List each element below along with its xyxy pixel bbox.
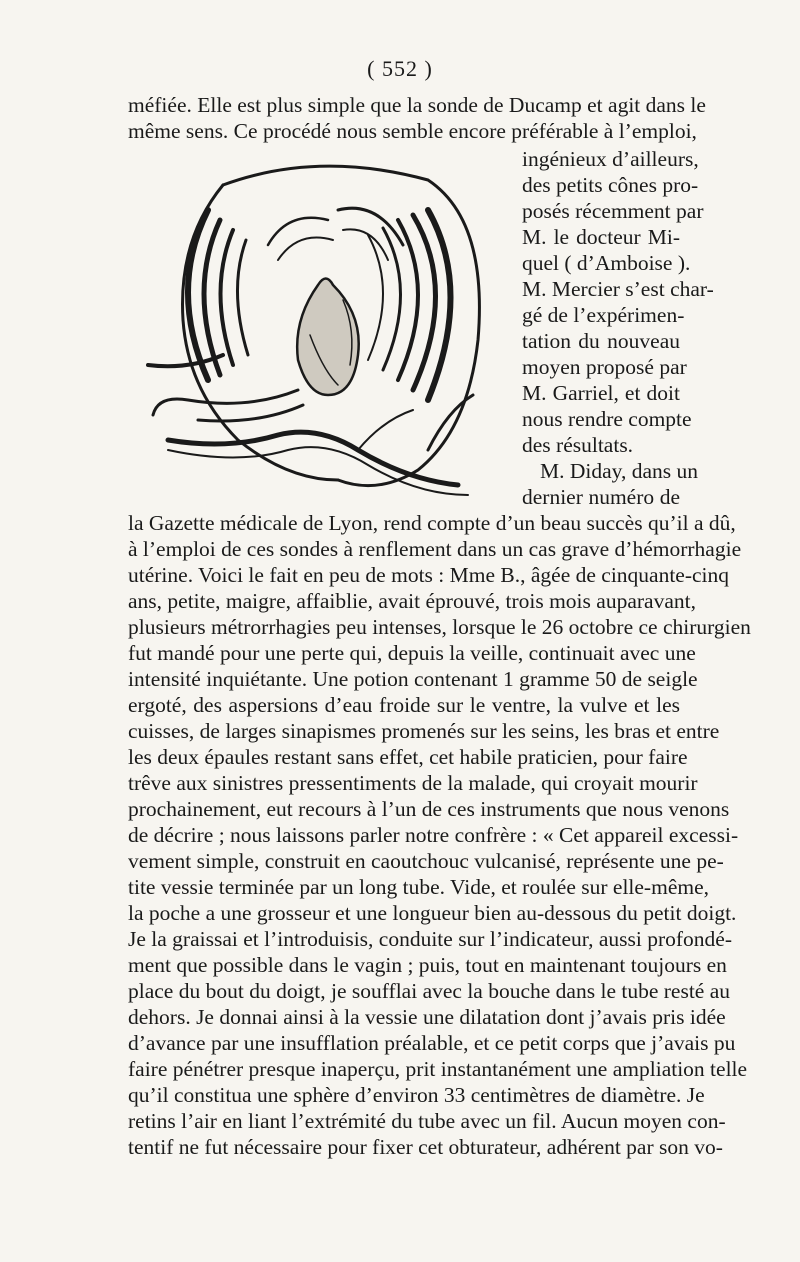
text-line: dernier numéro de [522, 485, 680, 509]
text-line: prochainement, eut recours à l’un de ces instruments que nous venons [128, 797, 730, 821]
text-line: quel ( d’Amboise ). [522, 251, 691, 275]
text-line: nous rendre compte [522, 407, 692, 431]
anatomical-illustration [128, 150, 518, 500]
text-line: ment que possible dans le vagin ; puis, tout en maintenant toujours en [128, 953, 727, 977]
text-line: Je la graissai et l’introduisis, conduite sur l’indicateur, aussi profondé- [128, 927, 732, 951]
text-line: cuisses, de larges sinapismes promenés sur les seins, les bras et entre [128, 719, 720, 743]
text-line: intensité inquiétante. Une potion contenant 1 gramme 50 de seigle [128, 667, 698, 691]
text-line: M. Diday, dans un [540, 459, 699, 483]
text-line: tation du nouveau [522, 329, 680, 353]
text-line: ans, petite, maigre, affaiblie, avait éprouvé, trois mois auparavant, [128, 589, 696, 613]
text-line: ergoté, des aspersions d’eau froide sur le ventre, la vulve et les [128, 693, 680, 717]
text-line: les deux épaules restant sans effet, cet habile praticien, pour faire [128, 745, 688, 769]
text-line: tite vessie terminée par un long tube. Vide, et roulée sur elle-même, [128, 875, 710, 899]
text-line: d’avance par une insufflation préalable, et ce petit corps que j’avais pu [128, 1031, 736, 1055]
text-line: même sens. Ce procédé nous semble encore préférable à l’emploi, [128, 119, 697, 143]
text-line: moyen proposé par [522, 355, 687, 379]
text-line: M. le docteur Mi- [522, 225, 680, 249]
text-line: trêve aux sinistres pressentiments de la malade, qui croyait mourir [128, 771, 698, 795]
text-line: utérine. Voici le fait en peu de mots : Mme B., âgée de cinquante-cinq [128, 563, 730, 587]
text-line: place du bout du doigt, je soufflai avec la bouche dans le tube resté au [128, 979, 730, 1003]
text-line: la poche a une grosseur et une longueur bien au-dessous du petit doigt. [128, 901, 737, 925]
page-number: ( 552 ) [367, 56, 433, 81]
text-line: plusieurs métrorrhagies peu intenses, lorsque le 26 octobre ce chirurgien [128, 615, 751, 639]
text-line: à l’emploi de ces sondes à renflement dans un cas grave d’hémorrhagie [128, 537, 742, 561]
text-line: vement simple, construit en caoutchouc vulcanisé, représente une pe- [128, 849, 724, 873]
text-line: ingénieux d’ailleurs, [522, 147, 699, 171]
text-line: de décrire ; nous laissons parler notre confrère : « Cet appareil excessi- [128, 823, 739, 847]
text-line: faire pénétrer presque inaperçu, prit instantanément une ampliation telle [128, 1057, 748, 1081]
text-line: M. Mercier s’est char- [522, 277, 714, 301]
text-line: la Gazette médicale de Lyon, rend compte d’un beau succès qu’il a dû, [128, 511, 736, 535]
text-line: des petits cônes pro- [522, 173, 699, 197]
text-line: retins l’air en liant l’extrémité du tube avec un fil. Aucun moyen con- [128, 1109, 726, 1133]
text-line: gé de l’expérimen- [522, 303, 685, 327]
text-line: tentif ne fut nécessaire pour fixer cet obturateur, adhérent par son vo- [128, 1135, 723, 1159]
text-line: M. Garriel, et doit [522, 381, 680, 405]
text-line: des résultats. [522, 433, 634, 457]
text-line: méfiée. Elle est plus simple que la sonde de Ducamp et agit dans le [128, 93, 706, 117]
text-line: qu’il constitua une sphère d’environ 33 centimètres de diamètre. Je [128, 1083, 705, 1107]
text-line: posés récemment par [522, 199, 704, 223]
text-line: fut mandé pour une perte qui, depuis la veille, continuait avec une [128, 641, 696, 665]
text-line: dehors. Je donnai ainsi à la vessie une dilatation dont j’avais pris idée [128, 1005, 726, 1029]
